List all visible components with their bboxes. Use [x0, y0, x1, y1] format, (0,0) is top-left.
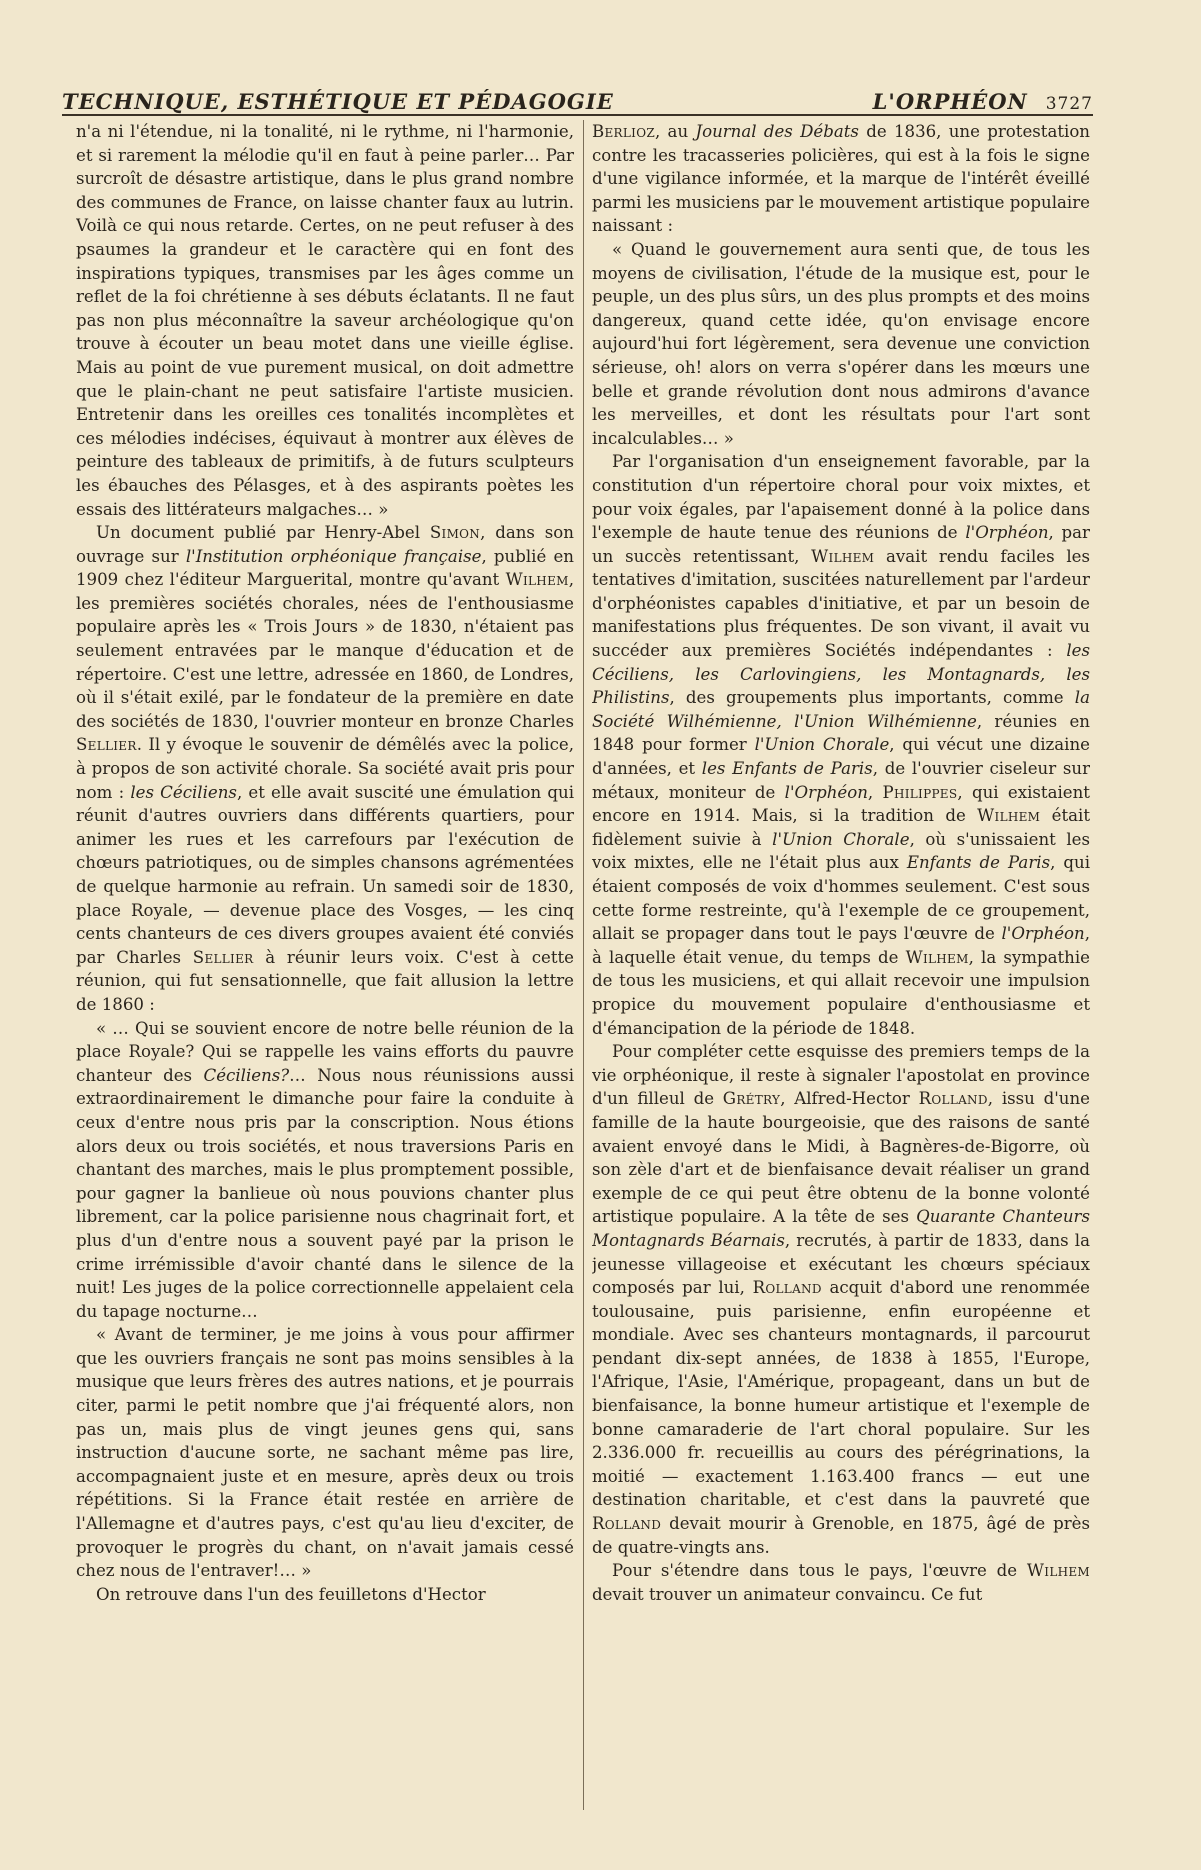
left-column — [76, 120, 574, 1810]
column-divider — [583, 120, 584, 1810]
header-right — [873, 89, 1093, 114]
header-rule — [62, 114, 1093, 116]
paragraph: Pour s'étendre dans tous le pays, l'œuvre de Wilhem devait trouver un animateur convaincu. Ce fut — [592, 1561, 1090, 1604]
quotation: « Quand le gouvernement aura senti que, de tous les moyens de civilisation, l'étude de la musique est, pour le peuple, un des plus sûrs, un des plus prompts et des moins dangereux, quand cette idée, qu'on envisage encore aujourd'hui fort légèrement, sera devenue une conviction sérieuse, oh! alors on verra s'opérer dans les mœurs une belle et grande révolution dont nous admirons d'avance les merveilles, et dont les résultats pour l'art sont incalculables… » — [592, 239, 1090, 448]
paragraph: n'a ni l'étendue, ni la tonalité, ni le rythme, ni l'harmonie, et si rarement la mélodie qu'il en faut à peine parler… Par surcroît de désastre artistique, dans le plus grand nombre des communes de France, on laisse chanter faux au lutrin. Voilà ce qui nous retarde. Certes, on ne peut refuser à des psaumes la grandeur et le caractère qui en font des inspirations typiques, transmises par les âges comme un reflet de la foi chrétienne à ses débuts éclatants. Il ne faut pas non plus méconnaître la saveur archéologique qu'on trouve à écouter un beau motet dans une vieille église. Mais au point de vue purement musical, on doit admettre que le plain-chant ne peut satisfaire l'artiste musicien. Entretenir dans les oreilles ces tonalités incomplètes et ces mélodies indécises, équivaut à montrer aux élèves de peinture des tableaux de primitifs, à de futurs sculpteurs les ébauches des Pélasges, et à des aspirants poètes les essais des littérateurs malgaches… » — [76, 122, 574, 519]
quotation: « … Qui se souvient encore de notre belle réunion de la place Royale? Qui se rappelle les vains efforts du pauvre chanteur des Céciliens?… Nous nous réunissions aussi extraordinairement le dimanche pour faire la conduite à ceux d'entre nous pris par la conscription. Nous étions alors deux ou trois sociétés, et nous traversions Paris en chantant des marches, mais le plus promptement possible, pour gagner la banlieue où nous pouvions chanter plus librement, car la police parisienne nous chagrinait fort, et plus d'un d'entre nous a souvent payé par la prison le crime irrémissible d'avoir chanté dans le silence de la nuit! Les juges de la police correctionnelle appelaient cela du tapage nocturne… — [76, 1018, 574, 1321]
header-section-title: TECHNIQUE, ESTHÉTIQUE ET PÉDAGOGIE — [62, 89, 614, 114]
page-number: 3727 — [1045, 94, 1093, 114]
paragraph: Un document publié par Henry-Abel Simon, dans son ouvrage sur l'Institution orphéonique française, publié en 1909 chez l'éditeur Marguerital, montre qu'avant Wilhem, les premières sociétés chorales, nées de l'enthousiasme populaire après les « Trois Jours » de 1830, n'étaient pas seulement entravées par le manque d'éducation et de répertoire. C'est une lettre, adressée en 1860, de Londres, où il s'était exilé, par le fondateur de la première en date des sociétés de 1830, l'ouvrier monteur en bronze Charles Sellier. Il y évoque le souvenir de démêlés avec la police, à propos de son activité chorale. Sa société avait pris pour nom : les Céciliens, et elle avait suscité une émulation qui réunit d'autres ouvriers dans différents quartiers, pour animer les rues et les carrefours par l'exécution de chœurs patriotiques, ou de simples chansons agrémentées de quelque harmonie au refrain. Un samedi soir de 1830, place Royale, — devenue place des Vosges, — les cinq cents chanteurs de ces divers groupes avaient été conviés par Charles Sellier à réunir leurs voix. C'est à cette réunion, qui fut sensationnelle, que fait allusion la lettre de 1860 : — [76, 523, 574, 1014]
quotation: « Avant de terminer, je me joins à vous pour affirmer que les ouvriers français ne sont pas moins sensibles à la musique que leurs frères des autres nations, et je pourrais citer, parmi le petit nombre que j'ai fréquenté alors, non pas un, mais plus de vingt jeunes gens qui, sans instruction d'aucune sorte, ne sachant même pas lire, accompagnaient juste et en mesure, après deux ou trois répétitions. Si la France était restée en arrière de l'Allemagne et d'autres pays, c'est qu'au lieu d'exciter, de provoquer le progrès du chant, on n'avait jamais cessé chez nous de l'entraver!… » — [76, 1325, 574, 1581]
header-journal-title: L'ORPHÉON — [872, 89, 1028, 114]
right-column — [592, 120, 1090, 1810]
running-header — [62, 80, 1093, 114]
paragraph: Par l'organisation d'un enseignement favorable, par la constitution d'un répertoire choral pour voix mixtes, et pour voix égales, par l'apaisement donné à la police dans l'exemple de haute tenue des réunions de l'Orphéon, par un succès retentissant, Wilhem avait rendu faciles les tentatives d'imitation, suscitées naturellement par l'ardeur d'orphéonistes capables d'initiative, et par un besoin de manifestations plus fréquentes. De son vivant, il avait vu succéder aux premières Sociétés indépendantes : les Céciliens, les Carlovingiens, les Montagnards, les Philistins, des groupements plus importants, comme la Société Wilhémienne, l'Union Wilhémienne, réunies en 1848 pour former l'Union Chorale, qui vécut une dizaine d'années, et les Enfants de Paris, de l'ouvrier ciseleur sur métaux, moniteur de l'Orphéon, Philippes, qui existaient encore en 1914. Mais, si la tradition de Wilhem était fidèlement suivie à l'Union Chorale, où s'unissaient les voix mixtes, elle ne l'était plus aux Enfants de Paris, qui étaient composés de voix d'hommes seulement. C'est sous cette forme restreinte, qu'à l'exemple de ce groupement, allait se propager dans tout le pays l'œuvre de l'Orphéon, à laquelle était venue, du temps de Wilhem, la sympathie de tous les musiciens, et qui allait recevoir une impulsion propice du mouvement populaire d'enthousiasme et d'émancipation de la période de 1848. — [592, 452, 1090, 1038]
paragraph: Pour compléter cette esquisse des premiers temps de la vie orphéonique, il reste à signaler l'apostolat en province d'un filleul de Grétry, Alfred-Hector Rolland, issu d'une famille de la haute bourgeoisie, que des raisons de santé avaient envoyé dans le Midi, à Bagnères-de-Bigorre, où son zèle d'art et de bienfaisance devait réaliser un grand exemple de ce qui peut être obtenu de la bonne volonté artistique populaire. A la tête de ses Quarante Chanteurs Montagnards Béarnais, recrutés, à partir de 1833, dans la jeunesse villageoise et exécutant les chœurs spéciaux composés par lui, Rolland acquit d'abord une renommée toulousaine, puis parisienne, enfin européenne et mondiale. Avec ses chanteurs montagnards, il parcourut pendant dix-sept années, de 1838 à 1855, l'Europe, l'Afrique, l'Asie, l'Amérique, propageant, dans un but de bienfaisance, la bonne humeur artistique et l'exemple de bonne camaraderie de l'art choral populaire. Sur les 2.336.000 fr. recueillis au cours des pérégrinations, la moitié — exactement 1.163.400 francs — eut une destination charitable, et c'est dans la pauvreté que Rolland devait mourir à Grenoble, en 1875, âgé de près de quatre-vingts ans. — [592, 1042, 1090, 1557]
paragraph: Berlioz, au Journal des Débats de 1836, une protestation contre les tracasseries policières, qui est à la fois le signe d'une vigilance informée, et la marque de l'intérêt éveillé parmi les musiciens par le mouvement artistique populaire naissant : — [592, 122, 1090, 236]
paragraph: On retrouve dans l'un des feuilletons d'Hector — [96, 1584, 486, 1604]
